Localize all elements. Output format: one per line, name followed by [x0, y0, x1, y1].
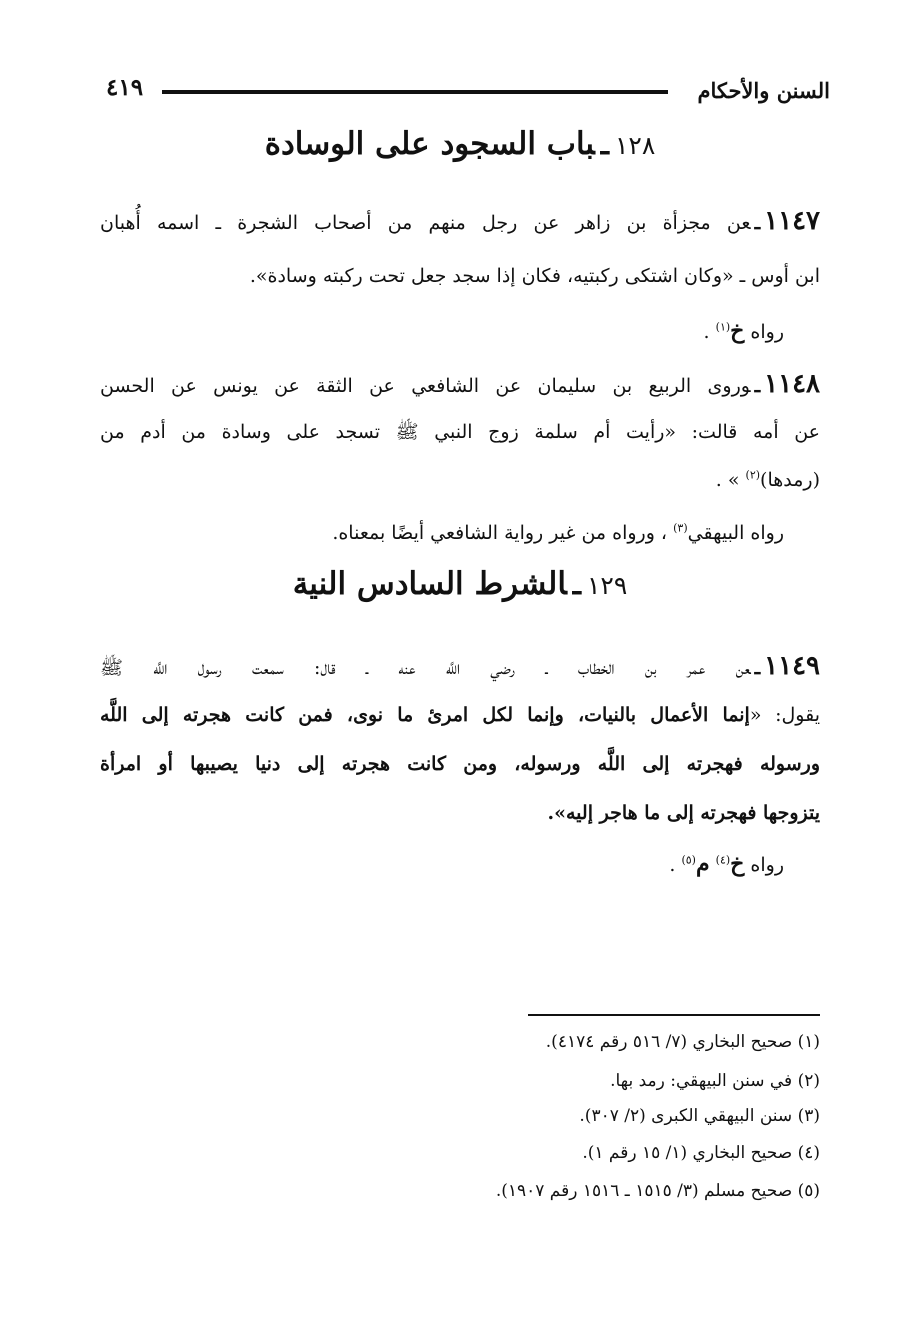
hadith-number: ١١٤٨ — [764, 369, 820, 399]
hadith-text: عن مجزأة بن زاهر عن رجل منهم من أصحاب الشجرة ـ اسمه أُهبان — [100, 212, 751, 234]
quote-close: » . — [715, 469, 740, 491]
footnote-ref: (٥) — [681, 853, 696, 867]
hadith-text: يقول: « — [749, 704, 820, 726]
hadith-dash: ـ — [754, 375, 761, 397]
narration-end: . — [703, 321, 710, 343]
header-rule — [162, 90, 668, 94]
footnote-5: (٥) صحيح مسلم (٣/ ١٥١٥ ـ ١٥١٦ رقم ١٩٠٧). — [495, 1181, 820, 1201]
hadith-1147-line-1 — [100, 203, 820, 241]
footnote-1: (١) صحيح البخاري (٧/ ٥١٦ رقم ٤١٧٤). — [545, 1032, 820, 1052]
hadith-text: (رمدها) — [760, 469, 820, 491]
chapter-128-heading — [100, 126, 820, 162]
hadith-1147-narration — [100, 313, 784, 350]
hadith-1149-narration — [100, 846, 784, 883]
hadith-quote: إنما الأعمال بالنيات، وإنما لكل امرئ ما نوى، فمن كانت هجرته إلى اللَّه — [100, 704, 750, 726]
narration-rest: ، ورواه من غير رواية الشافعي أيضًا بمعناه. — [332, 522, 668, 544]
footnote-4: (٤) صحيح البخاري (١/ ١٥ رقم ١). — [582, 1143, 820, 1163]
page-number: ٤١٩ — [106, 74, 144, 101]
footnote-3: (٣) سنن البيهقي الكبرى (٢/ ٣٠٧). — [579, 1106, 820, 1126]
chapter-title: الشرط السادس النية — [292, 566, 567, 602]
narration-end: . — [669, 854, 676, 876]
footnote-ref: (٣) — [673, 521, 688, 535]
hadith-1148-narration — [100, 515, 784, 551]
hadith-text: وروى الربيع بن سليمان عن الشافعي عن الثقة عن يونس عن الحسن — [100, 375, 751, 397]
chapter-129-heading — [100, 566, 820, 602]
hadith-1148-line-1 — [100, 366, 820, 404]
chapter-dash: ـ — [600, 128, 609, 161]
footnote-2: (٢) في سنن البيهقي: رمد بها. — [610, 1071, 820, 1091]
footnote-ref: (٢) — [745, 468, 761, 482]
hadith-number: ١١٤٩ — [764, 651, 820, 681]
hadith-1148-line-2: عن أمه قالت: «رأيت أم سلمة زوج النبي ﷺ تسجد على وسادة من أدم من — [100, 421, 820, 443]
hadith-1149-line-1 — [100, 648, 820, 686]
hadith-1148-line-3 — [100, 462, 820, 498]
footnote-rule — [528, 1014, 820, 1016]
chapter-title: باب السجود على الوسادة — [264, 126, 595, 162]
chapter-number: ١٢٨ — [614, 131, 656, 160]
hadith-number: ١١٤٧ — [764, 206, 820, 236]
hadith-dash: ـ — [754, 212, 761, 234]
hadith-text: عن عمر بن الخطاب ـ رضي اللَّه عنه ـ قال: سمعت رسول اللَّه ﷺ — [100, 657, 751, 679]
footnote-ref: (٤) — [715, 853, 731, 867]
running-header-title: السنن والأحكام — [697, 78, 830, 103]
chapter-dash: ـ — [572, 568, 581, 601]
hadith-1147-line-2: ابن أوس ـ «وكان اشتكى ركبتيه، فكان إذا سجد جعل تحت ركبته وسادة». — [249, 265, 820, 287]
source-symbol: م — [695, 851, 710, 877]
narration-prefix: رواه — [750, 854, 784, 876]
narration-prefix: رواه — [750, 321, 784, 343]
hadith-1149-line-4: يتزوجها فهجرته إلى ما هاجر إليه». — [547, 802, 820, 824]
hadith-1149-line-2 — [100, 697, 820, 733]
source-symbol: خ — [730, 318, 745, 344]
source-symbol: خ — [730, 851, 745, 877]
hadith-dash: ـ — [754, 657, 761, 679]
hadith-1149-line-3: ورسوله فهجرته إلى اللَّه ورسوله، ومن كانت هجرته إلى دنيا يصيبها أو امرأة — [100, 753, 820, 775]
narration-prefix: رواه البيهقي — [687, 522, 784, 544]
footnote-ref: (١) — [715, 320, 731, 334]
chapter-number: ١٢٩ — [587, 571, 628, 600]
running-header — [100, 74, 830, 114]
